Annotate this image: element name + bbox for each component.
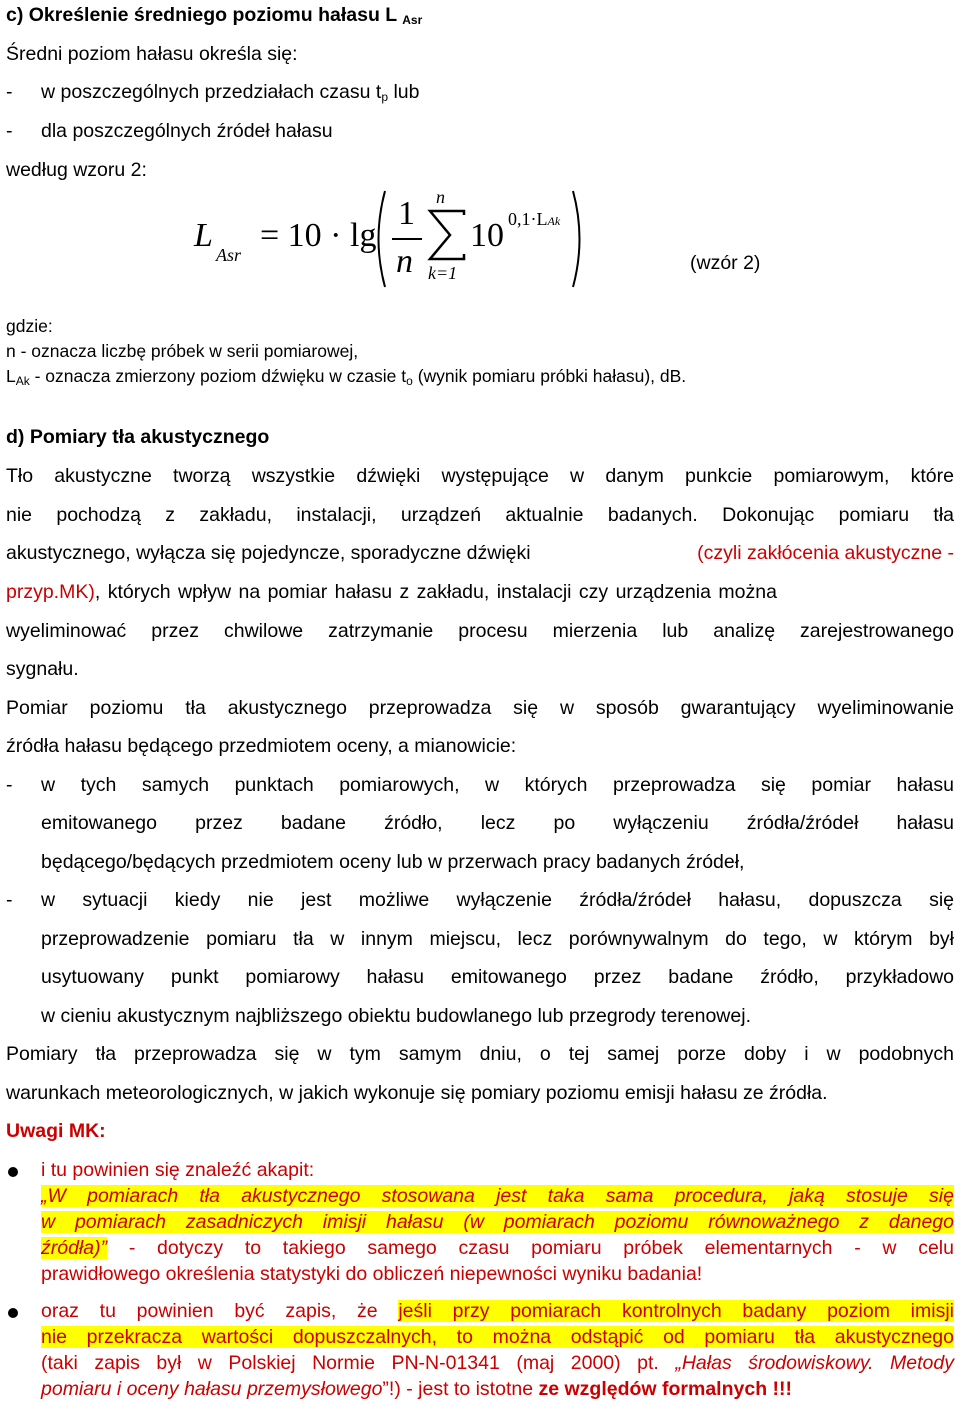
bullet-1-line-2: emitowanego przez badane źródło, lecz po wyłączeniu źródła/źródeł hałasu [41,812,954,834]
formula-base: 10 [470,217,504,254]
formula-L: L [194,217,213,254]
paragraph-1-line-5: wyeliminować przez chwilowe zatrzymanie procesu mierzenia lub analizę zarejestrowanego [6,620,954,642]
formula-label: (wzór 2) [690,252,761,274]
formula-intro: według wzoru 2: [6,159,147,181]
definition-n: n - oznacza liczbę próbek w serii pomiarowej, [6,341,359,361]
bullet-2-line-4: w cieniu akustycznym najbliższego obiektu budowlanego lub przegrody terenowej. [41,1005,751,1027]
paragraph-3-line-1: Pomiary tła przeprowadza się w tym samym dniu, o tej samej porze doby i w podobnych [6,1043,954,1065]
formula-exponent: 0,1·LAk [508,209,561,229]
note-1-line-1: i tu powinien się znaleźć akapit: [41,1159,315,1181]
formula-eq: = 10 · lg [260,217,377,254]
paragraph-1-line-2: nie pochodzą z zakładu, instalacji, urządzeń aktualnie badanych. Dokonując pomiaru tła [6,504,954,526]
list-item-1: w poszczególnych przedziałach czasu $t_p$ lub [41,81,420,104]
dash-4: - [6,889,13,911]
note-1-line-4: źródła)” - dotyczy to takiego samego czasu pomiaru próbek elementarnych - w celu [41,1237,954,1259]
formula-denominator: n [396,243,413,280]
bullet-2-line-3: usytuowany punkt pomiarowy hałasu emitowanego przez badane źródło, przykładowo [41,966,954,988]
definition-L: $L_{Ak}$ - oznacza zmierzony poziom dźwięku w czasie $t_o$ (wynik pomiaru próbki hałasu), dB. [6,366,687,388]
sigma-icon [426,209,468,261]
sum-lower: k=1 [428,263,458,283]
bullet-icon [8,1167,18,1177]
section-c-title: c) Określenie średniego poziomu hałasu L $_{Asr}$ [6,4,423,27]
sum-upper: n [436,187,445,207]
note-1-line-2: „W pomiarach tła akustycznego stosowana jest taka sama procedura, jaką stosuje się [41,1185,954,1207]
bullet-2-line-2: przeprowadzenie pomiaru tła w innym miejscu, lecz porównywalnym do tego, w którym był [41,928,954,950]
note-1-line-5: prawidłowego określenia statystyki do obliczeń niepewności wyniku badania! [41,1263,703,1285]
bullet-1-line-1: w tych samych punktach pomiarowych, w których przeprowadza się pomiar hałasu [41,774,954,796]
where-label: gdzie: [6,316,53,336]
paragraph-2-line-2: źródła hałasu będącego przedmiotem oceny, a mianowicie: [6,735,517,757]
dash-2: - [6,120,13,142]
paragraph-1-line-3: akustycznego, wyłącza się pojedyncze, sporadyczne dźwięki (czyli zakłócenia akustyczne - [6,542,954,564]
dash-1: - [6,81,13,103]
bullet-icon [8,1308,18,1318]
section-c-intro: Średni poziom hałasu określa się: [6,43,298,65]
paragraph-2-line-1: Pomiar poziomu tła akustycznego przeprowadza się w sposób gwarantujący wyeliminowanie [6,697,954,719]
note-2-line-2: nie przekracza wartości dopuszczalnych, to można odstąpić od pomiaru tła akustycznego [41,1326,954,1348]
notes-title: Uwagi MK: [6,1120,106,1142]
section-d-title: d) Pomiary tła akustycznego [6,426,270,448]
paragraph-1-line-1: Tło akustyczne tworzą wszystkie dźwięki występujące w danym punkcie pomiarowym, które [6,465,954,487]
bullet-1-line-3: będącego/będących przedmiotem oceny lub w przerwach pracy badanych źródeł, [41,851,745,873]
paragraph-1-line-6: sygnału. [6,658,79,680]
note-2-line-1: oraz tu powinien być zapis, że jeśli przy pomiarach kontrolnych badany poziom imisji [41,1300,954,1322]
note-2-line-4: pomiaru i oceny hałasu przemysłowego”!) - jest to istotne ze względów formalnych !!! [41,1378,793,1400]
dash-3: - [6,774,13,796]
formula-L-sub: Asr [216,245,242,265]
list-item-2: dla poszczególnych źródeł hałasu [41,120,333,142]
left-paren [370,189,388,289]
formula-2 [190,185,790,305]
note-2-line-3: (taki zapis był w Polskiej Normie PN-N-01341 (maj 2000) pt. „Hałas środowiskowy. Metody [41,1352,954,1374]
formula-numerator: 1 [398,195,415,232]
right-paren [570,189,588,289]
note-1-line-3: w pomiarach zasadniczych imisji hałasu (w pomiarach poziomu równoważnego z danego [41,1211,954,1233]
paragraph-3-line-2: warunkach meteorologicznych, w jakich wykonuje się pomiary poziomu emisji hałasu ze źródła. [6,1082,828,1104]
bullet-2-line-1: w sytuacji kiedy nie jest możliwe wyłączenie źródła/źródeł hałasu, dopuszcza się [41,889,954,911]
paragraph-1-line-4: przyp.MK), których wpływ na pomiar hałasu z zakładu, instalacji czy urządzenia można [6,581,777,603]
fraction-bar [392,238,422,240]
